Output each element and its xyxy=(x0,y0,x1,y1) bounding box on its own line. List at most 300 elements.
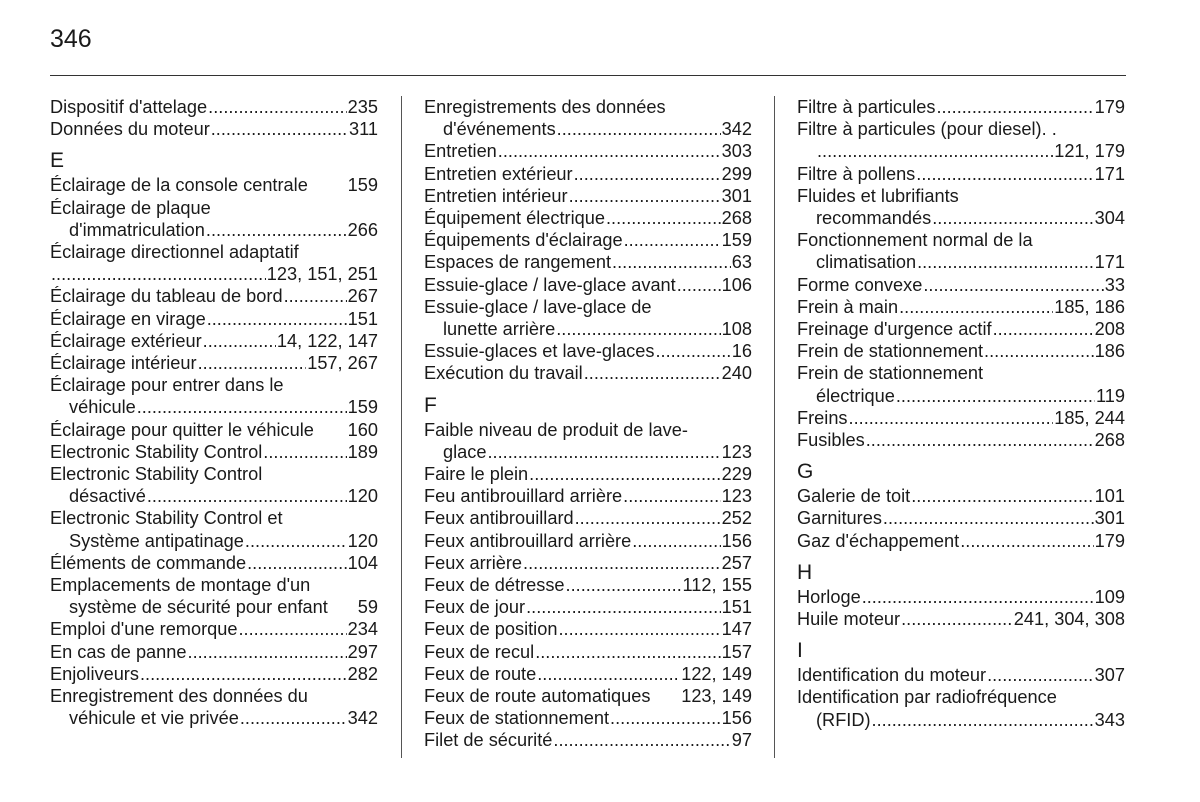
page-reference: 59 xyxy=(357,597,378,618)
page-reference: 119 xyxy=(1096,385,1125,406)
index-entry-line xyxy=(797,429,1125,451)
index-entry-line xyxy=(797,318,1125,340)
page-reference: 14, 122, 147 xyxy=(276,330,378,351)
index-term: lunette arrière xyxy=(443,319,556,340)
page-reference: 109 xyxy=(1094,586,1125,607)
index-term: Gaz d'échappement xyxy=(797,530,960,551)
section-letter: G xyxy=(797,460,814,484)
index-term: Feu antibrouillard arrière xyxy=(424,486,623,507)
page-reference: 299 xyxy=(721,163,752,184)
index-entry xyxy=(50,96,378,118)
index-entry xyxy=(50,441,378,463)
leader-dots xyxy=(656,340,731,362)
index-entry xyxy=(797,340,1125,362)
index-entry-line xyxy=(50,552,378,574)
index-term: Identification par radiofréquence xyxy=(797,687,1057,708)
index-term: Filtre à pollens xyxy=(797,163,916,184)
leader-dots xyxy=(208,96,346,118)
index-entry xyxy=(424,340,752,362)
index-entry-line xyxy=(50,352,378,374)
index-entry-line xyxy=(50,219,378,241)
index-entry xyxy=(50,552,378,574)
section-letter: I xyxy=(797,639,803,663)
index-term: Éclairage pour quitter le véhicule xyxy=(50,419,314,440)
index-entry-line xyxy=(797,274,1125,296)
index-term: véhicule et vie privée xyxy=(69,708,239,729)
index-term: système de sécurité pour enfant xyxy=(69,597,328,618)
index-entry-line xyxy=(797,686,1125,708)
index-entry-line xyxy=(424,707,752,729)
index-term: Feux arrière xyxy=(424,552,523,573)
page-reference: 179 xyxy=(1094,97,1125,117)
index-entry xyxy=(50,352,378,374)
index-entry-line xyxy=(50,507,378,529)
leader-dots xyxy=(677,274,721,296)
leader-dots xyxy=(936,96,1093,118)
page-reference: 147 xyxy=(721,619,752,640)
index-entry xyxy=(424,707,752,729)
leader-dots xyxy=(206,219,347,241)
index-term: Huile moteur xyxy=(797,609,901,630)
index-term: Enjoliveurs xyxy=(50,663,139,684)
leader-dots xyxy=(523,552,721,574)
index-entry xyxy=(50,118,378,140)
index-entry-line xyxy=(50,241,378,263)
index-entry-line xyxy=(424,140,752,162)
leader-dots xyxy=(623,485,721,507)
index-entry-line xyxy=(424,207,752,229)
index-entry-line xyxy=(50,263,378,285)
index-entry xyxy=(424,362,752,384)
page-reference: 234 xyxy=(347,619,378,640)
index-term: Espaces de rangement xyxy=(424,252,612,273)
index-term: Frein de stationnement xyxy=(797,363,984,384)
index-entry xyxy=(424,729,752,751)
index-entry-line xyxy=(797,709,1125,731)
page-reference: 122, 149 xyxy=(681,663,752,684)
index-term: Fusibles xyxy=(797,430,865,451)
index-entry-line xyxy=(424,274,752,296)
leader-dots xyxy=(535,641,720,663)
index-term: Freins xyxy=(797,407,848,428)
leader-dots xyxy=(526,596,721,618)
page-reference: 112, 155 xyxy=(682,575,752,596)
page-reference: 342 xyxy=(721,119,752,140)
index-entry-line xyxy=(797,507,1125,529)
index-term: Entretien xyxy=(424,141,497,162)
index-entry xyxy=(797,96,1125,118)
leader-dots xyxy=(140,663,347,685)
page-reference: 16 xyxy=(731,341,752,362)
page-number: 346 xyxy=(50,25,92,53)
page-reference: 266 xyxy=(347,219,378,240)
index-entry-line xyxy=(50,419,378,441)
page-reference: 301 xyxy=(1094,508,1125,529)
index-entry xyxy=(424,463,752,485)
index-term: Système antipatinage xyxy=(69,530,244,551)
index-entry xyxy=(424,274,752,296)
index-entry-line xyxy=(797,340,1125,362)
page-reference: 342 xyxy=(347,708,378,729)
index-term: Horloge xyxy=(797,586,861,607)
index-entry-line xyxy=(50,441,378,463)
index-column-2 xyxy=(424,96,752,752)
page-reference: 301 xyxy=(721,185,752,206)
header-rule xyxy=(50,75,1126,76)
page-reference: 268 xyxy=(721,208,752,229)
index-term: Éclairage du tableau de bord xyxy=(50,286,283,307)
leader-dots xyxy=(606,207,721,229)
leader-dots xyxy=(624,229,721,251)
index-entry-line xyxy=(797,118,1125,140)
page-reference: 123, 151, 251 xyxy=(266,264,378,285)
index-column-3 xyxy=(797,96,1125,731)
index-entry xyxy=(424,207,752,229)
index-term: Éclairage extérieur xyxy=(50,330,202,351)
index-entry-line xyxy=(424,163,752,185)
index-term: (RFID) xyxy=(816,709,871,730)
page-reference: 156 xyxy=(721,530,752,551)
leader-dots xyxy=(240,707,347,729)
index-entry xyxy=(50,174,378,196)
index-entry xyxy=(50,285,378,307)
index-term: Feux de détresse xyxy=(424,575,565,596)
index-term: Fluides et lubrifiants xyxy=(797,185,959,206)
index-term: Exécution du travail xyxy=(424,363,583,384)
index-entry-line xyxy=(424,618,752,640)
index-entry-line xyxy=(797,362,1125,384)
index-entry xyxy=(50,641,378,663)
leader-dots xyxy=(984,340,1094,362)
leader-dots xyxy=(899,296,1053,318)
leader-dots xyxy=(203,330,276,352)
page-reference: 185, 244 xyxy=(1054,407,1125,428)
section-letter: E xyxy=(50,149,65,173)
index-entry-line xyxy=(424,485,752,507)
index-term: d'événements xyxy=(443,119,556,140)
index-entry-line xyxy=(50,374,378,396)
index-entry xyxy=(797,586,1125,608)
index-entry-line xyxy=(424,229,752,251)
index-term: glace xyxy=(443,441,487,462)
index-entry-line xyxy=(424,574,752,596)
page-reference: 151 xyxy=(721,597,752,618)
index-entry-line xyxy=(797,485,1125,507)
index-entry xyxy=(50,685,378,729)
leader-dots xyxy=(584,362,721,384)
index-entry xyxy=(797,507,1125,529)
index-entry-line xyxy=(797,163,1125,185)
index-entry xyxy=(424,419,752,463)
page-reference: 179 xyxy=(1094,530,1125,551)
leader-dots xyxy=(932,207,1093,229)
page-reference: 120 xyxy=(347,486,378,507)
index-term: Essuie-glaces et lave-glaces xyxy=(424,341,655,362)
leader-dots xyxy=(901,608,1013,630)
index-term: Emploi d'une remorque xyxy=(50,619,238,640)
index-term: Frein de stationnement xyxy=(797,341,984,362)
index-term: Electronic Stability Control et xyxy=(50,508,283,529)
index-entry xyxy=(50,374,378,418)
index-entry-line xyxy=(50,485,378,507)
index-entry-line xyxy=(424,685,752,707)
index-entry-line xyxy=(424,362,752,384)
index-entry-line xyxy=(50,641,378,663)
index-entry xyxy=(424,185,752,207)
page-reference: 267 xyxy=(347,286,378,307)
page-reference: 106 xyxy=(721,274,752,295)
index-term: Éclairage de plaque xyxy=(50,197,211,218)
index-entry xyxy=(50,507,378,551)
index-term: Galerie de toit xyxy=(797,486,911,507)
page-reference: 33 xyxy=(1104,274,1125,295)
index-entry-line xyxy=(424,185,752,207)
page-reference: 121, 179 xyxy=(1054,141,1125,162)
index-entry-line xyxy=(50,530,378,552)
leader-dots xyxy=(211,118,348,140)
index-entry-line xyxy=(424,729,752,751)
page-reference: 171 xyxy=(1094,252,1125,273)
page-reference: 159 xyxy=(721,230,752,251)
page-reference: 151 xyxy=(347,308,378,329)
leader-dots xyxy=(849,407,1054,429)
page-reference: 282 xyxy=(347,663,378,684)
leader-dots xyxy=(883,507,1094,529)
index-entry xyxy=(797,163,1125,185)
index-entry-line xyxy=(50,285,378,307)
index-term: Feux de route xyxy=(424,663,537,684)
index-term: Entretien intérieur xyxy=(424,185,568,206)
index-entry-line xyxy=(797,251,1125,273)
index-term: Essuie-glace / lave-glace de xyxy=(424,296,652,317)
index-entry-line xyxy=(797,296,1125,318)
index-term: Équipements d'éclairage xyxy=(424,230,623,251)
leader-dots xyxy=(238,618,346,640)
index-entry-line xyxy=(797,96,1125,118)
index-entry xyxy=(424,663,752,685)
index-entry xyxy=(424,251,752,273)
index-entry xyxy=(424,163,752,185)
index-term: Enregistrements des données xyxy=(424,97,666,117)
leader-dots xyxy=(487,441,720,463)
index-entry-line xyxy=(424,419,752,441)
index-term: Éclairage de la console centrale xyxy=(50,175,308,196)
page-reference: 108 xyxy=(721,319,752,340)
page-reference: 157, 267 xyxy=(307,353,378,374)
leader-dots xyxy=(147,485,347,507)
index-entry-line xyxy=(797,229,1125,251)
index-entry-line xyxy=(50,118,378,140)
index-term: Éléments de commande xyxy=(50,552,247,573)
index-term: Feux antibrouillard xyxy=(424,508,574,529)
index-term: Éclairage directionnel adaptatif xyxy=(50,242,299,263)
index-term: Filtre à particules (pour diesel). . xyxy=(797,119,1057,140)
page-reference: 156 xyxy=(721,708,752,729)
leader-dots xyxy=(557,118,721,140)
index-entry xyxy=(424,685,752,707)
leader-dots xyxy=(263,441,346,463)
index-term: Forme convexe xyxy=(797,274,923,295)
index-entry xyxy=(797,362,1125,406)
index-entry xyxy=(424,507,752,529)
index-term: Données du moteur xyxy=(50,119,210,140)
index-entry-line xyxy=(50,463,378,485)
index-entry-line xyxy=(797,664,1125,686)
index-term: Electronic Stability Control xyxy=(50,464,263,485)
index-entry xyxy=(797,664,1125,686)
leader-dots xyxy=(556,318,720,340)
index-entry-line xyxy=(50,574,378,596)
leader-dots xyxy=(247,552,347,574)
leader-dots xyxy=(923,274,1103,296)
page-reference: 101 xyxy=(1094,486,1125,507)
leader-dots xyxy=(498,140,721,162)
index-entry xyxy=(797,429,1125,451)
index-term: Feux de position xyxy=(424,619,558,640)
index-entry-line xyxy=(424,296,752,318)
page-reference: 123 xyxy=(721,441,752,462)
page-reference: 241, 304, 308 xyxy=(1013,609,1125,630)
index-entry xyxy=(797,185,1125,229)
page-reference: 185, 186 xyxy=(1054,296,1125,317)
page-reference: 160 xyxy=(347,419,378,440)
index-entry-line xyxy=(797,185,1125,207)
leader-dots xyxy=(529,463,721,485)
page-reference: 189 xyxy=(347,441,378,462)
index-term: Feux antibrouillard arrière xyxy=(424,530,632,551)
leader-dots xyxy=(896,385,1095,407)
index-entry xyxy=(424,618,752,640)
index-entry xyxy=(797,274,1125,296)
index-entry xyxy=(424,96,752,140)
index-entry-line xyxy=(424,596,752,618)
leader-dots xyxy=(51,263,266,285)
leader-dots xyxy=(137,396,347,418)
page-reference: 307 xyxy=(1094,665,1125,686)
column-divider-2 xyxy=(774,96,775,758)
index-term: Éclairage intérieur xyxy=(50,353,197,374)
page-reference: 268 xyxy=(1094,430,1125,451)
index-term: Fonctionnement normal de la xyxy=(797,230,1033,251)
index-entry-line xyxy=(424,118,752,140)
index-entry-line xyxy=(797,385,1125,407)
index-entry-line xyxy=(50,707,378,729)
index-term: désactivé xyxy=(69,486,146,507)
index-term: Feux de route automatiques xyxy=(424,686,651,707)
leader-dots xyxy=(207,308,347,330)
leader-dots xyxy=(575,507,721,529)
leader-dots xyxy=(987,664,1094,686)
index-entry xyxy=(424,641,752,663)
index-entry xyxy=(50,197,378,241)
index-entry xyxy=(50,663,378,685)
leader-dots xyxy=(558,618,720,640)
index-entry xyxy=(50,330,378,352)
index-entry-line xyxy=(797,140,1125,162)
index-term: Emplacements de montage d'un xyxy=(50,575,311,596)
index-entry xyxy=(50,419,378,441)
index-entry xyxy=(797,686,1125,730)
index-term: En cas de panne xyxy=(50,641,187,662)
section-letter: H xyxy=(797,560,813,584)
index-term: d'immatriculation xyxy=(69,219,205,240)
index-term: Essuie-glace / lave-glace avant xyxy=(424,274,676,295)
page-reference: 304 xyxy=(1094,208,1125,229)
page-reference: 63 xyxy=(731,252,752,273)
index-entry xyxy=(424,229,752,251)
index-term: Faire le plein xyxy=(424,464,529,485)
index-column-1 xyxy=(50,96,378,729)
page-reference: 235 xyxy=(347,97,378,117)
page-reference: 123, 149 xyxy=(681,686,752,707)
index-entry xyxy=(424,485,752,507)
index-entry xyxy=(797,485,1125,507)
index-entry-line xyxy=(50,663,378,685)
column-divider-1 xyxy=(401,96,402,758)
index-term: Feux de recul xyxy=(424,641,535,662)
leader-dots xyxy=(198,352,307,374)
leader-dots xyxy=(911,485,1093,507)
leader-dots xyxy=(284,285,347,307)
index-entry-line xyxy=(424,463,752,485)
index-entry xyxy=(50,241,378,285)
index-entry xyxy=(424,140,752,162)
leader-dots xyxy=(993,318,1094,340)
page-reference: 171 xyxy=(1094,163,1125,184)
index-term: recommandés xyxy=(816,208,932,229)
index-entry-line xyxy=(797,608,1125,630)
index-entry-line xyxy=(797,530,1125,552)
index-entry-line xyxy=(797,586,1125,608)
leader-dots xyxy=(566,574,682,596)
index-term: Electronic Stability Control xyxy=(50,441,263,462)
index-term: Entretien extérieur xyxy=(424,163,573,184)
index-entry xyxy=(424,596,752,618)
index-term: Éclairage pour entrer dans le xyxy=(50,375,284,396)
index-entry-line xyxy=(50,596,378,618)
index-entry-line xyxy=(424,251,752,273)
index-entry-line xyxy=(50,197,378,219)
page-reference: 303 xyxy=(721,141,752,162)
index-entry-line xyxy=(424,340,752,362)
leader-dots xyxy=(916,163,1093,185)
leader-dots xyxy=(960,530,1093,552)
index-entry xyxy=(50,308,378,330)
index-entry-line xyxy=(424,507,752,529)
page-reference: 159 xyxy=(347,397,378,418)
index-entry xyxy=(797,229,1125,273)
leader-dots xyxy=(817,140,1053,162)
page-reference: 311 xyxy=(349,119,378,140)
index-entry xyxy=(797,608,1125,630)
index-term: climatisation xyxy=(816,252,917,273)
index-entry-line xyxy=(50,330,378,352)
index-term: Éclairage en virage xyxy=(50,308,206,329)
index-term: Identification du moteur xyxy=(797,665,987,686)
section-letter: F xyxy=(424,393,437,417)
index-entry xyxy=(797,296,1125,318)
index-entry xyxy=(50,463,378,507)
page-reference: 252 xyxy=(721,508,752,529)
leader-dots xyxy=(188,641,347,663)
page-reference: 186 xyxy=(1094,341,1125,362)
index-entry-line xyxy=(50,308,378,330)
index-entry xyxy=(797,118,1125,162)
leader-dots xyxy=(537,663,680,685)
page-reference: 240 xyxy=(721,363,752,384)
index-term: Faible niveau de produit de lave- xyxy=(424,419,688,440)
leader-dots xyxy=(862,586,1094,608)
